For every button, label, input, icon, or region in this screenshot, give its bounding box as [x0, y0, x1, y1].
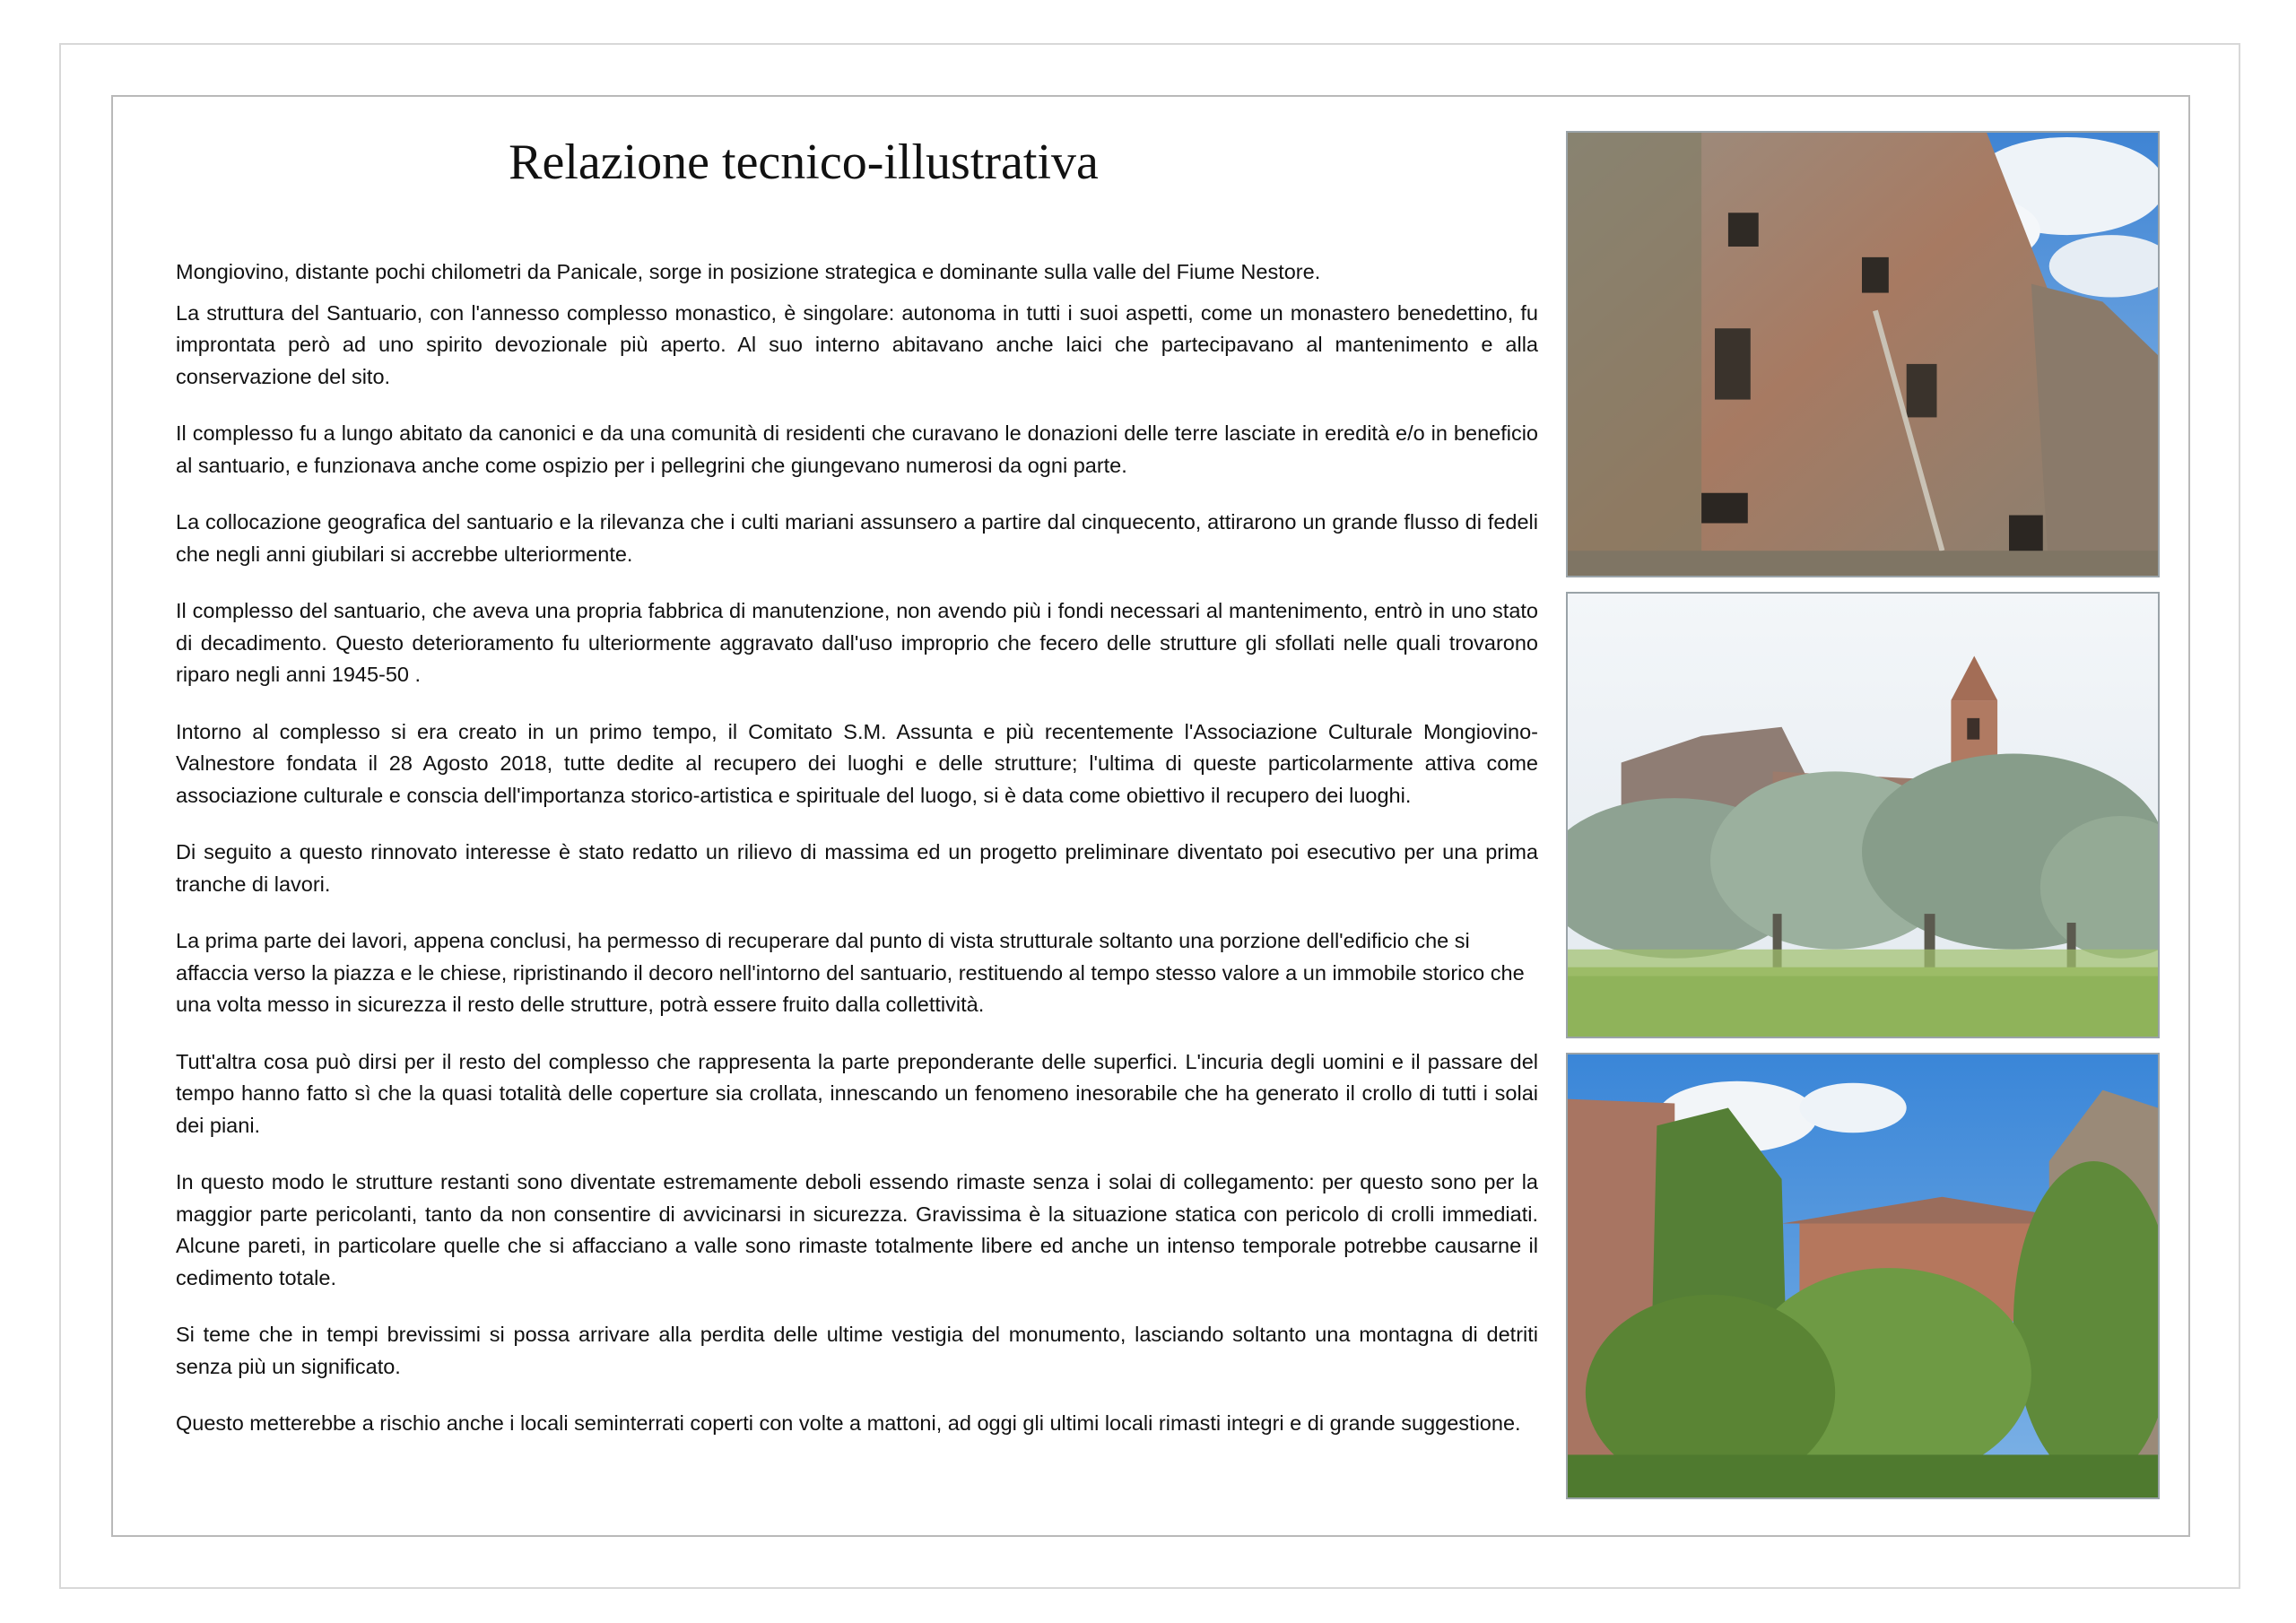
paragraph-8: La prima parte dei lavori, appena conclusi, ha permesso di recuperare dal punto di vista strutturale soltanto una porzione dell'edificio che si affaccia verso la piazza e le chiese, ripristinando il decoro nell'intorno del santuario, restituendo al tempo stesso valore a un immobile storico che una volta messo in sicurezza il resto delle strutture, potrà essere fruito dalla collettività.	[176, 929, 1525, 1016]
report-body	[176, 256, 1538, 1465]
paragraph-1: Mongiovino, distante pochi chilometri da Panicale, sorge in posizione strategica e dominante sulla valle del Fiume Nestore.	[176, 260, 1321, 283]
photo-olive-grove-bell-tower	[1566, 592, 2160, 1038]
paragraph-9: Tutt'altra cosa può dirsi per il resto del complesso che rappresenta la parte preponderante delle superfici. L'incuria degli uomini e il passare del tempo hanno fatto sì che la quasi totalità delle coperture sia crollata, innescando un fenomeno inesorabile che ha generato il crollo di tutti i solai dei piani.	[176, 1049, 1538, 1137]
paragraph-3: Il complesso fu a lungo abitato da canonici e da una comunità di residenti che curavano le donazioni delle terre lasciate in eredità e/o in beneficio al santuario, e funzionava anche come ospizio per i pellegrini che giungevano numerosi da ogni parte.	[176, 421, 1538, 477]
photo-ruined-facade	[1566, 131, 2160, 577]
paragraph-5: Il complesso del santuario, che aveva una propria fabbrica di manutenzione, non avendo più i fondi necessari al mantenimento, entrò in uno stato di decadimento. Questo deterioramento fu ulteriormente aggravato dall'uso improprio che fecero delle strutture gli sfollati nelle quali trovarono riparo negli anni 1945-50 .	[176, 599, 1538, 686]
paragraph-6: Intorno al complesso si era creato in un primo tempo, il Comitato S.M. Assunta e più recentemente l'Associazione Culturale Mongiovino-Valnestore fondata il 28 Agosto 2018, tutte dedite al recupero dei luoghi e delle strutture; l'ultima di queste particolarmente attiva come associazione culturale e conscia dell'importanza storico-artistica e spirituale del luogo, si è data come obiettivo il recupero dei luoghi.	[176, 719, 1538, 807]
photo-column	[1566, 131, 2160, 1514]
paragraph-4: La collocazione geografica del santuario e la rilevanza che i culti mariani assunsero a partire dal cinquecento, attirarono un grande flusso di fedeli che negli anni giubilari si accrebbe ulteriormente.	[176, 510, 1538, 566]
paragraph-10: In questo modo le strutture restanti sono diventate estremamente deboli essendo rimaste senza i solai di collegamento: per questo sono per la maggior parte pericolanti, tanto da non consentire di avvicinarsi in sicurezza. Gravissima è la situazione statica con pericolo di crolli immediati. Alcune pareti, in particolare quelle che si affacciano a valle sono rimaste totalmente libere ed anche un intenso temporale potrebbe causarne il cedimento totale.	[176, 1170, 1538, 1289]
paragraph-12: Questo metterebbe a rischio anche i locali seminterrati coperti con volte a mattoni, ad oggi gli ultimi locali rimasti integri e di grande suggestione.	[176, 1411, 1521, 1435]
photo-ivy-covered-ruins	[1566, 1053, 2160, 1499]
paragraph-11: Si teme che in tempi brevissimi si possa arrivare alla perdita delle ultime vestigia del monumento, lasciando soltanto una montagna di detriti senza più un significato.	[176, 1323, 1538, 1378]
paragraph-2: La struttura del Santuario, con l'annesso complesso monastico, è singolare: autonoma in tutti i suoi aspetti, come un monastero benedettino, fu improntata però ad uno spirito devozionale più aperto. Al suo interno abitavano anche laici che partecipavano al mantenimento e alla conservazione del sito.	[176, 300, 1538, 388]
paragraph-7: Di seguito a questo rinnovato interesse è stato redatto un rilievo di massima ed un progetto preliminare diventato poi esecutivo per una prima tranche di lavori.	[176, 840, 1538, 896]
page-title: Relazione tecnico-illustrativa	[509, 135, 1099, 190]
